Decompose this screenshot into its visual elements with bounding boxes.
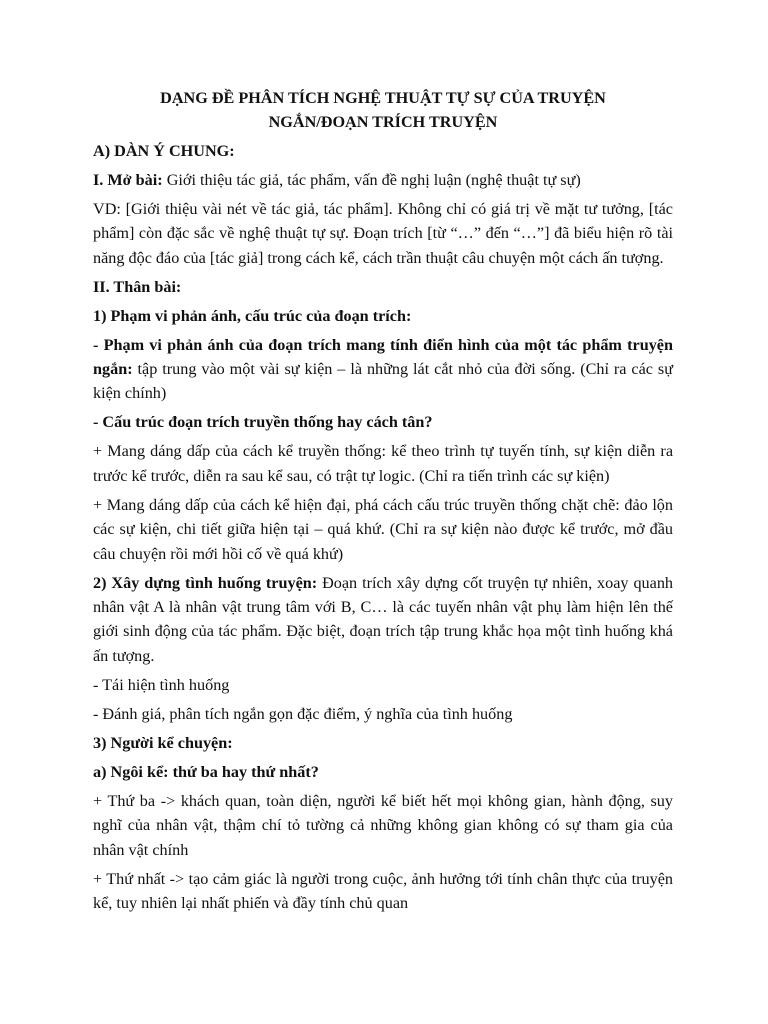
part2-paragraph [93,571,673,669]
scope-label: - Phạm vi phản ánh của đoạn trích mang tính điển hình của một tác phẩm truyện ngắn: [93,335,673,379]
intro-text: Giới thiệu tác giả, tác phẩm, vấn đề nghị luận (nghệ thuật tự sự) [162,170,581,189]
part3-heading: 3) Người kể chuyện: [93,733,233,752]
traditional-paragraph: + Mang dáng dấp của cách kể truyền thống: kể theo trình tự tuyến tính, sự kiện diễn ra trước kể trước, diễn ra sau kể sau, có trật tự logic. (Chỉ ra tiến trình các sự kiện) [93,442,673,485]
scope-text: tập trung vào một vài sự kiện – là những lát cắt nhỏ của đời sống. (Chỉ ra các sự kiện chính) [93,360,673,403]
body-heading: II. Thân bài: [93,277,182,296]
intro-paragraph [93,168,673,192]
part1-heading: 1) Phạm vi phản ánh, cấu trúc của đoạn trích: [93,306,412,325]
document-title [93,86,673,135]
part2-item-2: - Đánh giá, phân tích ngắn gọn đặc điểm, ý nghĩa của tình huống [93,704,513,723]
title-line-2: NGẮN/ĐOẠN TRÍCH TRUYỆN [268,113,498,132]
intro-label: I. Mở bài: [93,170,163,189]
part3-sub-a: a) Ngôi kể: thứ ba hay thứ nhất? [93,762,319,781]
modern-paragraph: + Mang dáng dấp của cách kể hiện đại, phá cách cấu trúc truyền thống chặt chẽ: đảo lộn các sự kiện, chi tiết giữa hiện tại – quá khứ. (Chỉ ra sự kiện nào được kể trước, mở đầu câu chuyện rồi mới hồi cố về quá khứ) [93,495,673,563]
part2-text: Đoạn trích xây dựng cốt truyện tự nhiên, xoay quanh nhân vật A là nhân vật trung tâm với B, C… là các tuyến nhân vật phụ làm hiện lên thế giới sinh động của tác phẩm. Đặc biệt, đoạn trích tập trung khắc họa một tình huống khá ấn tượng. [93,573,674,665]
example-paragraph: VD: [Giới thiệu vài nét về tác giả, tác phẩm]. Không chỉ có giá trị về mặt tư tưởng, [tác phẩm] còn đặc sắc về nghệ thuật tự sự. Đoạn trích [từ “…” đến “…”] đã biểu hiện rõ tài năng độc đáo của [tác giả] trong cách kể, cách trần thuật câu chuyện một cách ấn tượng. [93,199,673,267]
scope-paragraph [93,333,673,406]
first-person-paragraph: + Thứ nhất -> tạo cảm giác là người trong cuộc, ảnh hưởng tới tính chân thực của truyện kể, tuy nhiên lại nhất phiến và đầy tính chủ quan [93,869,673,913]
part2-item-1: - Tái hiện tình huống [93,675,230,694]
part2-label: 2) Xây dựng tình huống truyện: [93,573,318,592]
structure-question: - Cấu trúc đoạn trích truyền thống hay cách tân? [93,413,433,432]
title-line-1: DẠNG ĐỀ PHÂN TÍCH NGHỆ THUẬT TỰ SỰ CỦA TRUYỆN [160,89,606,107]
third-person-paragraph: + Thứ ba -> khách quan, toàn diện, người kể biết hết mọi không gian, hành động, suy nghĩ của nhân vật, thậm chí tỏ tường cả những không gian không có sự tham gia của nhân vật chính [93,791,673,859]
document-page [93,86,673,920]
section-a-heading: A) DÀN Ý CHUNG: [93,141,235,160]
